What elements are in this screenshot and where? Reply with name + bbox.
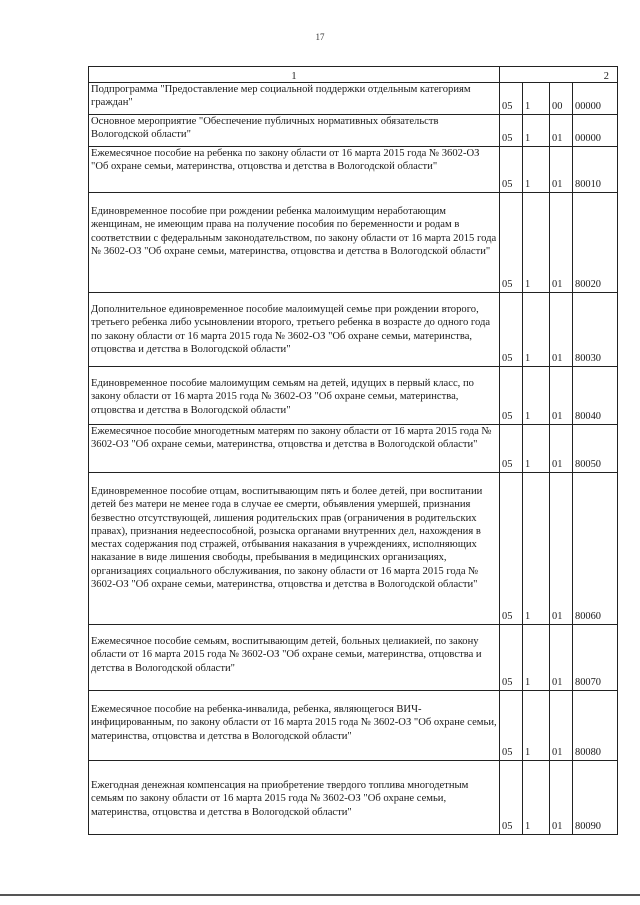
row-subsection-code: 1: [523, 115, 550, 147]
row-subsection-code: 1: [523, 147, 550, 193]
row-description: Ежемесячное пособие многодетным матерям по закону области от 16 марта 2015 года № 3602-ОЗ "Об охране семьи, материнства, отцовства и детства в Вологодской области": [89, 425, 500, 473]
row-item-code: 80080: [573, 691, 618, 761]
row-item-code: 80060: [573, 473, 618, 625]
row-section-code: 05: [500, 761, 523, 835]
table-row: [89, 691, 618, 761]
row-program-code: 01: [550, 691, 573, 761]
table-header-row: [89, 67, 618, 83]
row-program-code: 01: [550, 473, 573, 625]
row-program-code: 01: [550, 193, 573, 293]
row-section-code: 05: [500, 293, 523, 367]
table-row: [89, 115, 618, 147]
row-item-code: 80030: [573, 293, 618, 367]
scan-bottom-edge: [0, 894, 640, 896]
row-description: Ежемесячное пособие на ребенка по закону области от 16 марта 2015 года № 3602-ОЗ "Об охране семьи, материнства, отцовства и детства в Вологодской области": [89, 147, 500, 193]
row-section-code: 05: [500, 367, 523, 425]
row-subsection-code: 1: [523, 367, 550, 425]
row-section-code: 05: [500, 425, 523, 473]
row-subsection-code: 1: [523, 761, 550, 835]
row-subsection-code: 1: [523, 691, 550, 761]
row-section-code: 05: [500, 83, 523, 115]
table-row: [89, 147, 618, 193]
row-section-code: 05: [500, 115, 523, 147]
row-description: Единовременное пособие малоимущим семьям на детей, идущих в первый класс, по закону области от 16 марта 2015 года № 3602-ОЗ "Об охране семьи, материнства, отцовства и детства в Вологодской области": [89, 367, 500, 425]
row-program-code: 00: [550, 83, 573, 115]
table-row: [89, 761, 618, 835]
row-item-code: 80040: [573, 367, 618, 425]
row-item-code: 80020: [573, 193, 618, 293]
row-program-code: 01: [550, 625, 573, 691]
row-program-code: 01: [550, 115, 573, 147]
row-program-code: 01: [550, 147, 573, 193]
row-subsection-code: 1: [523, 425, 550, 473]
header-col-2: 2: [500, 67, 618, 83]
row-section-code: 05: [500, 193, 523, 293]
row-description: Дополнительное единовременное пособие малоимущей семье при рождении второго, третьего ребенка либо усыновлении второго, третьего ребенка в возрасте до одного года по закону области от 16 марта 2015 года № 3602-ОЗ "Об охране семьи, материнства, отцовства и детства в Вологодской области": [89, 293, 500, 367]
table-row: [89, 193, 618, 293]
row-item-code: 80070: [573, 625, 618, 691]
row-item-code: 80090: [573, 761, 618, 835]
row-program-code: 01: [550, 367, 573, 425]
row-description: Ежемесячное пособие на ребенка-инвалида, ребенка, являющегося ВИЧ-инфицированным, по закону области от 16 марта 2015 года № 3602-ОЗ "Об охране семьи, материнства, отцовства и детства в Вологодской области": [89, 691, 500, 761]
row-program-code: 01: [550, 425, 573, 473]
row-section-code: 05: [500, 473, 523, 625]
row-description: Единовременное пособие отцам, воспитывающим пять и более детей, при воспитании детей без матери не менее года в случае ее смерти, объявления умершей, признания безвестно отсутствующей, лишения родительских прав (ограничения в родительских правах), признания недееспособной, розыска органами внутренних дел, нахождения в местах содержания под стражей, отбывания наказания в учреждениях, исполняющих наказание в виде лишения свободы, пребывания в медицинских организациях, организациях социального обслуживания, по закону области от 16 марта 2015 года № 3602-ОЗ "Об охране семьи, материнства, отцовства и детства в Вологодской области": [89, 473, 500, 625]
row-item-code: 00000: [573, 115, 618, 147]
page-number: 17: [315, 32, 325, 42]
row-section-code: 05: [500, 691, 523, 761]
table-row: [89, 473, 618, 625]
row-program-code: 01: [550, 761, 573, 835]
row-subsection-code: 1: [523, 83, 550, 115]
row-item-code: 80010: [573, 147, 618, 193]
row-item-code: 00000: [573, 83, 618, 115]
row-section-code: 05: [500, 625, 523, 691]
budget-classification-table: [88, 66, 618, 835]
table-row: [89, 425, 618, 473]
header-col-1: 1: [89, 67, 500, 83]
row-program-code: 01: [550, 293, 573, 367]
row-section-code: 05: [500, 147, 523, 193]
row-subsection-code: 1: [523, 625, 550, 691]
table-row: [89, 625, 618, 691]
row-description: Ежемесячное пособие семьям, воспитывающим детей, больных целиакией, по закону области от 16 марта 2015 года № 3602-ОЗ "Об охране семьи, материнства, отцовства и детства в Вологодской области": [89, 625, 500, 691]
row-subsection-code: 1: [523, 293, 550, 367]
table-row: [89, 367, 618, 425]
row-description: Основное мероприятие "Обеспечение публичных нормативных обязательств Вологодской области": [89, 115, 500, 147]
row-description: Подпрограмма "Предоставление мер социальной поддержки отдельным категориям граждан": [89, 83, 500, 115]
row-subsection-code: 1: [523, 473, 550, 625]
table-row: [89, 293, 618, 367]
row-item-code: 80050: [573, 425, 618, 473]
row-subsection-code: 1: [523, 193, 550, 293]
row-description: Единовременное пособие при рождении ребенка малоимущим неработающим женщинам, не имеющим права на получение пособия по беременности и родам в соответствии с федеральным законодательством, по закону области от 16 марта 2015 года № 3602-ОЗ "Об охране семьи, материнства, отцовства и детства в Вологодской области": [89, 193, 500, 293]
row-description: Ежегодная денежная компенсация на приобретение твердого топлива многодетным семьям по закону области от 16 марта 2015 года № 3602-ОЗ "Об охране семьи, материнства, отцовства и детства в Вологодской области": [89, 761, 500, 835]
table-row: [89, 83, 618, 115]
